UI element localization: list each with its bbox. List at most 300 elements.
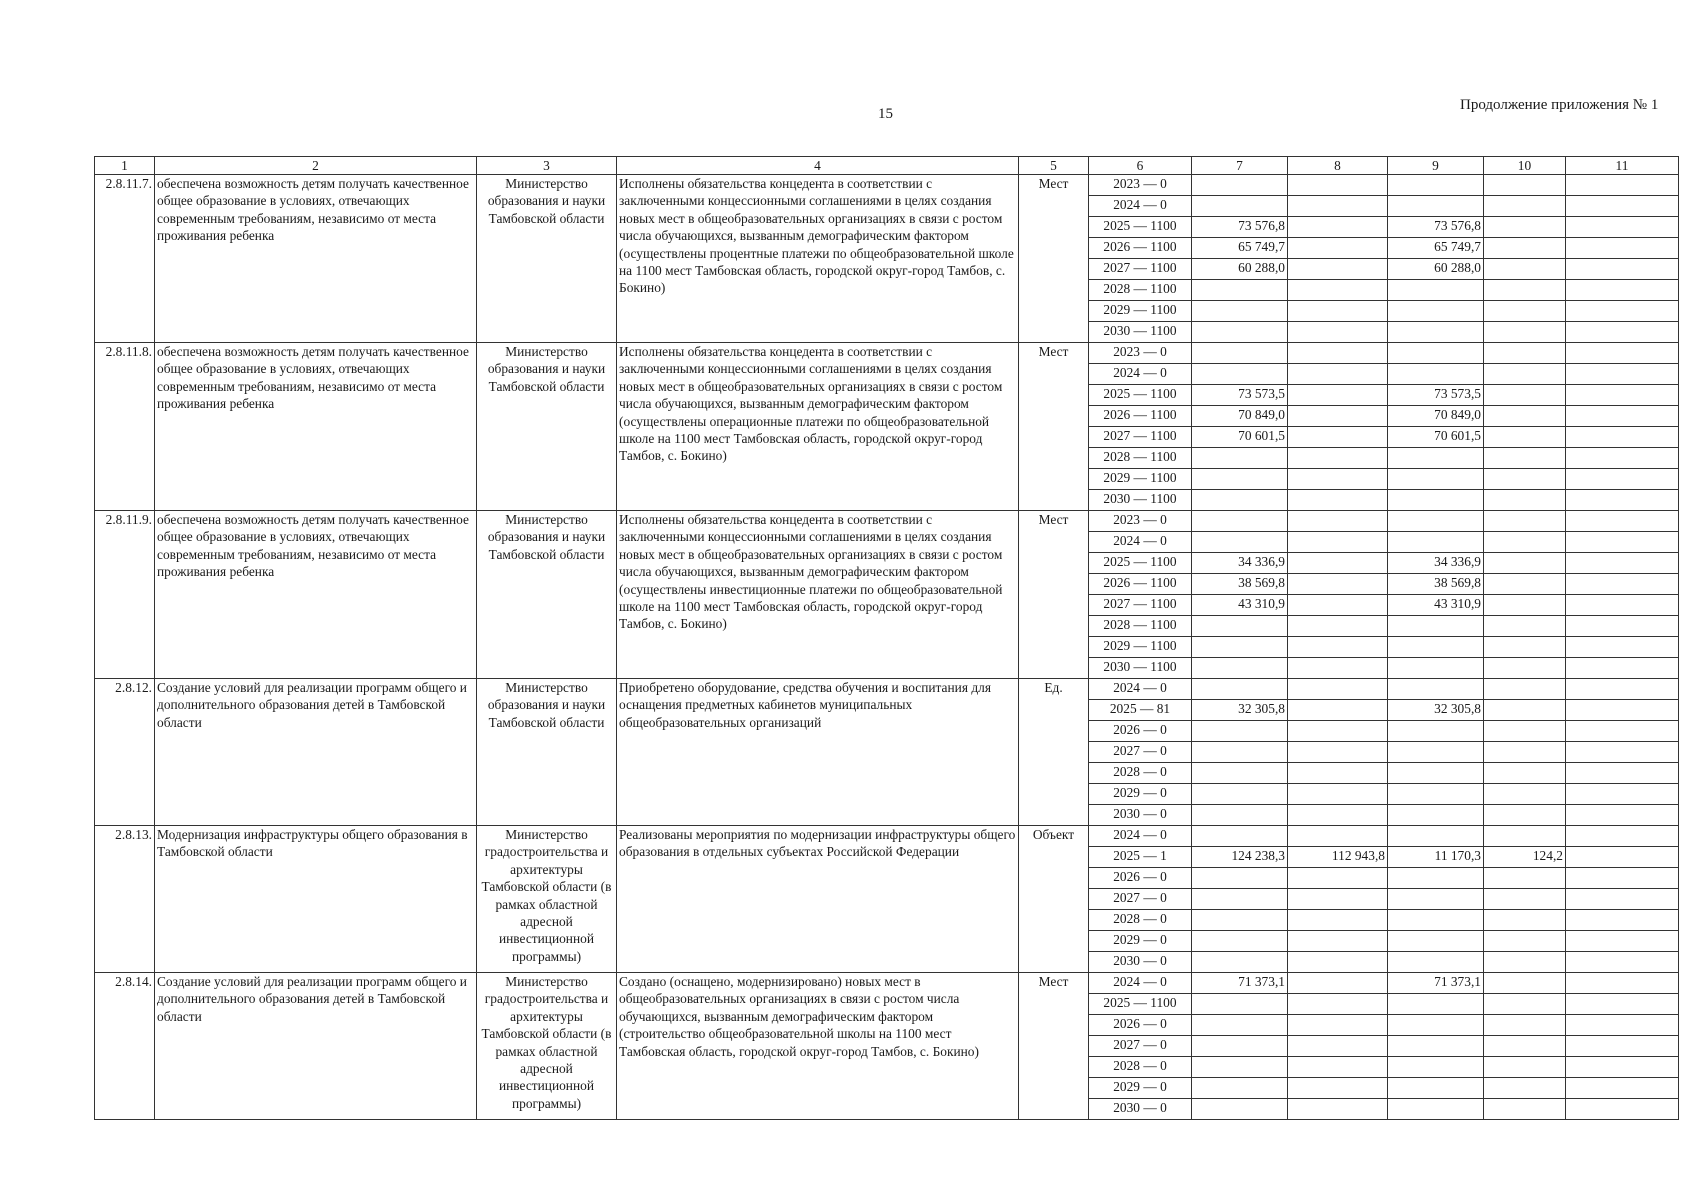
year-value: 2028 — 0 xyxy=(1089,910,1192,931)
unit-of-measure: Мест xyxy=(1019,343,1089,511)
amount-total: 32 305,8 xyxy=(1192,700,1288,721)
table-row xyxy=(95,973,1679,994)
amount-local xyxy=(1484,553,1566,574)
amount-regional xyxy=(1388,805,1484,826)
amount-federal xyxy=(1288,364,1388,385)
column-header: 10 xyxy=(1484,157,1566,175)
amount-local xyxy=(1484,196,1566,217)
amount-total: 124 238,3 xyxy=(1192,847,1288,868)
amount-federal xyxy=(1288,574,1388,595)
amount-federal xyxy=(1288,175,1388,196)
responsible-ministry: Министерство образования и науки Тамбовской области xyxy=(477,175,617,343)
header-row xyxy=(95,157,1679,175)
amount-federal xyxy=(1288,658,1388,679)
year-value: 2029 — 1100 xyxy=(1089,469,1192,490)
amount-regional xyxy=(1388,658,1484,679)
amount-local xyxy=(1484,1099,1566,1120)
amount-local xyxy=(1484,805,1566,826)
year-value: 2030 — 1100 xyxy=(1089,490,1192,511)
item-name: обеспечена возможность детям получать качественное общее образование в условиях, отвечающих современным требованиям, независимо от места проживания ребенка xyxy=(155,343,477,511)
amount-regional xyxy=(1388,994,1484,1015)
amount-total xyxy=(1192,616,1288,637)
amount-local xyxy=(1484,658,1566,679)
item-code: 2.8.11.7. xyxy=(95,175,155,343)
amount-other xyxy=(1566,238,1679,259)
amount-other xyxy=(1566,490,1679,511)
unit-of-measure: Ед. xyxy=(1019,679,1089,826)
amount-regional: 43 310,9 xyxy=(1388,595,1484,616)
amount-local xyxy=(1484,826,1566,847)
amount-other xyxy=(1566,217,1679,238)
amount-local xyxy=(1484,301,1566,322)
amount-local xyxy=(1484,532,1566,553)
appendix-note: Продолжение приложения № 1 xyxy=(1460,97,1659,113)
item-code: 2.8.11.9. xyxy=(95,511,155,679)
year-value: 2025 — 1 xyxy=(1089,847,1192,868)
year-value: 2028 — 0 xyxy=(1089,763,1192,784)
amount-other xyxy=(1566,532,1679,553)
table-row xyxy=(95,175,1679,196)
amount-local xyxy=(1484,721,1566,742)
year-value: 2028 — 1100 xyxy=(1089,280,1192,301)
year-value: 2030 — 0 xyxy=(1089,805,1192,826)
amount-other xyxy=(1566,322,1679,343)
amount-federal xyxy=(1288,259,1388,280)
amount-local xyxy=(1484,448,1566,469)
responsible-ministry: Министерство образования и науки Тамбовской области xyxy=(477,679,617,826)
amount-total: 43 310,9 xyxy=(1192,595,1288,616)
amount-regional xyxy=(1388,364,1484,385)
amount-regional xyxy=(1388,931,1484,952)
amount-total xyxy=(1192,322,1288,343)
unit-of-measure: Мест xyxy=(1019,175,1089,343)
amount-other xyxy=(1566,595,1679,616)
amount-regional: 71 373,1 xyxy=(1388,973,1484,994)
amount-regional xyxy=(1388,343,1484,364)
amount-federal xyxy=(1288,385,1388,406)
amount-local xyxy=(1484,259,1566,280)
expected-result: Исполнены обязательства концедента в соответствии с заключенными концессионными соглашениями в целях создания новых мест в общеобразовательных организациях в связи с ростом числа обучающихся, вызванным демографическим фактором (осуществлены процентные платежи по общеобразовательной школе на 1100 мест Тамбовская область, городской округ-город Тамбов, с. Бокино) xyxy=(617,175,1019,343)
amount-regional xyxy=(1388,1078,1484,1099)
responsible-ministry: Министерство образования и науки Тамбовской области xyxy=(477,343,617,511)
amount-local xyxy=(1484,343,1566,364)
amount-regional xyxy=(1388,679,1484,700)
amount-other xyxy=(1566,280,1679,301)
amount-total xyxy=(1192,343,1288,364)
amount-local xyxy=(1484,931,1566,952)
amount-total xyxy=(1192,952,1288,973)
amount-regional xyxy=(1388,784,1484,805)
amount-total xyxy=(1192,679,1288,700)
amount-local xyxy=(1484,868,1566,889)
year-value: 2024 — 0 xyxy=(1089,973,1192,994)
amount-other xyxy=(1566,721,1679,742)
amount-local xyxy=(1484,217,1566,238)
amount-total: 73 573,5 xyxy=(1192,385,1288,406)
year-value: 2024 — 0 xyxy=(1089,364,1192,385)
amount-federal xyxy=(1288,889,1388,910)
unit-of-measure: Мест xyxy=(1019,511,1089,679)
amount-federal xyxy=(1288,931,1388,952)
table-row xyxy=(95,343,1679,364)
table-row xyxy=(95,679,1679,700)
amount-total xyxy=(1192,910,1288,931)
amount-local xyxy=(1484,511,1566,532)
amount-total xyxy=(1192,742,1288,763)
amount-regional xyxy=(1388,868,1484,889)
amount-total: 70 601,5 xyxy=(1192,427,1288,448)
amount-total xyxy=(1192,637,1288,658)
year-value: 2030 — 1100 xyxy=(1089,322,1192,343)
amount-regional: 38 569,8 xyxy=(1388,574,1484,595)
amount-total xyxy=(1192,1099,1288,1120)
amount-local xyxy=(1484,406,1566,427)
year-value: 2029 — 0 xyxy=(1089,931,1192,952)
amount-total xyxy=(1192,868,1288,889)
amount-other xyxy=(1566,616,1679,637)
amount-regional: 70 601,5 xyxy=(1388,427,1484,448)
expected-result: Создано (оснащено, модернизировано) новых мест в общеобразовательных организациях в связи с ростом числа обучающихся, вызванным демографическим фактором (строительство общеобразовательной школы на 1100 мест Тамбовская область, городской округ-город Тамбов, с. Бокино) xyxy=(617,973,1019,1120)
item-code: 2.8.14. xyxy=(95,973,155,1120)
amount-federal xyxy=(1288,868,1388,889)
year-value: 2030 — 0 xyxy=(1089,1099,1192,1120)
year-value: 2026 — 1100 xyxy=(1089,574,1192,595)
amount-total xyxy=(1192,721,1288,742)
amount-other xyxy=(1566,175,1679,196)
amount-total: 34 336,9 xyxy=(1192,553,1288,574)
amount-total xyxy=(1192,994,1288,1015)
amount-local xyxy=(1484,322,1566,343)
amount-other xyxy=(1566,385,1679,406)
year-value: 2023 — 0 xyxy=(1089,343,1192,364)
amount-total xyxy=(1192,1015,1288,1036)
amount-other xyxy=(1566,448,1679,469)
amount-other xyxy=(1566,973,1679,994)
amount-other xyxy=(1566,868,1679,889)
amount-regional xyxy=(1388,1099,1484,1120)
column-header: 5 xyxy=(1019,157,1089,175)
amount-other xyxy=(1566,343,1679,364)
amount-local xyxy=(1484,238,1566,259)
amount-local xyxy=(1484,763,1566,784)
amount-other xyxy=(1566,910,1679,931)
year-value: 2027 — 0 xyxy=(1089,742,1192,763)
amount-federal xyxy=(1288,679,1388,700)
amount-federal xyxy=(1288,1036,1388,1057)
year-value: 2026 — 1100 xyxy=(1089,238,1192,259)
amount-total xyxy=(1192,889,1288,910)
amount-local xyxy=(1484,637,1566,658)
amount-other xyxy=(1566,427,1679,448)
amount-other xyxy=(1566,301,1679,322)
column-header: 2 xyxy=(155,157,477,175)
amount-regional xyxy=(1388,196,1484,217)
amount-local xyxy=(1484,742,1566,763)
amount-other xyxy=(1566,658,1679,679)
amount-total xyxy=(1192,931,1288,952)
year-value: 2025 — 1100 xyxy=(1089,994,1192,1015)
amount-regional xyxy=(1388,1015,1484,1036)
amount-other xyxy=(1566,406,1679,427)
amount-local: 124,2 xyxy=(1484,847,1566,868)
amount-regional: 73 576,8 xyxy=(1388,217,1484,238)
amount-regional xyxy=(1388,301,1484,322)
amount-local xyxy=(1484,889,1566,910)
item-name: обеспечена возможность детям получать качественное общее образование в условиях, отвечающих современным требованиям, независимо от места проживания ребенка xyxy=(155,175,477,343)
year-value: 2024 — 0 xyxy=(1089,532,1192,553)
amount-local xyxy=(1484,490,1566,511)
item-code: 2.8.11.8. xyxy=(95,343,155,511)
year-value: 2029 — 0 xyxy=(1089,784,1192,805)
amount-federal xyxy=(1288,616,1388,637)
year-value: 2027 — 1100 xyxy=(1089,259,1192,280)
amount-federal xyxy=(1288,784,1388,805)
amount-total xyxy=(1192,196,1288,217)
amount-federal xyxy=(1288,763,1388,784)
year-value: 2026 — 0 xyxy=(1089,868,1192,889)
amount-federal xyxy=(1288,973,1388,994)
year-value: 2025 — 1100 xyxy=(1089,217,1192,238)
amount-regional xyxy=(1388,742,1484,763)
amount-total: 65 749,7 xyxy=(1192,238,1288,259)
year-value: 2027 — 1100 xyxy=(1089,427,1192,448)
amount-other xyxy=(1566,742,1679,763)
amount-local xyxy=(1484,952,1566,973)
column-header: 8 xyxy=(1288,157,1388,175)
year-value: 2029 — 0 xyxy=(1089,1078,1192,1099)
amount-regional xyxy=(1388,175,1484,196)
amount-federal xyxy=(1288,322,1388,343)
amount-other xyxy=(1566,805,1679,826)
expected-result: Реализованы мероприятия по модернизации инфраструктуры общего образования в отдельных субъектах Российской Федерации xyxy=(617,826,1019,973)
expected-result: Исполнены обязательства концедента в соответствии с заключенными концессионными соглашениями в целях создания новых мест в общеобразовательных организациях в связи с ростом числа обучающихся, вызванным демографическим фактором (осуществлены инвестиционные платежи по общеобразовательной школе на 1100 мест Тамбовская область, городской округ-город Тамбов, с. Бокино) xyxy=(617,511,1019,679)
amount-other xyxy=(1566,1099,1679,1120)
amount-total: 60 288,0 xyxy=(1192,259,1288,280)
amount-local xyxy=(1484,280,1566,301)
table-body xyxy=(95,157,1679,1120)
year-value: 2023 — 0 xyxy=(1089,175,1192,196)
amount-federal xyxy=(1288,511,1388,532)
amount-local xyxy=(1484,385,1566,406)
expected-result: Приобретено оборудование, средства обучения и воспитания для оснащения предметных кабинетов муниципальных общеобразовательных организаций xyxy=(617,679,1019,826)
amount-total xyxy=(1192,511,1288,532)
amount-federal xyxy=(1288,1015,1388,1036)
amount-federal xyxy=(1288,217,1388,238)
amount-regional xyxy=(1388,1057,1484,1078)
amount-regional xyxy=(1388,616,1484,637)
amount-regional: 32 305,8 xyxy=(1388,700,1484,721)
year-value: 2024 — 0 xyxy=(1089,679,1192,700)
amount-regional xyxy=(1388,280,1484,301)
amount-total xyxy=(1192,1078,1288,1099)
year-value: 2025 — 81 xyxy=(1089,700,1192,721)
amount-local xyxy=(1484,616,1566,637)
amount-total xyxy=(1192,469,1288,490)
amount-total xyxy=(1192,1036,1288,1057)
year-value: 2024 — 0 xyxy=(1089,196,1192,217)
amount-federal xyxy=(1288,637,1388,658)
amount-federal xyxy=(1288,595,1388,616)
unit-of-measure: Мест xyxy=(1019,973,1089,1120)
amount-other xyxy=(1566,889,1679,910)
item-name: Создание условий для реализации программ общего и дополнительного образования детей в Тамбовской области xyxy=(155,973,477,1120)
amount-local xyxy=(1484,1078,1566,1099)
amount-local xyxy=(1484,1015,1566,1036)
amount-federal xyxy=(1288,427,1388,448)
amount-federal xyxy=(1288,1099,1388,1120)
amount-total xyxy=(1192,784,1288,805)
amount-local xyxy=(1484,910,1566,931)
column-header: 6 xyxy=(1089,157,1192,175)
year-value: 2024 — 0 xyxy=(1089,826,1192,847)
amount-federal xyxy=(1288,343,1388,364)
amount-total xyxy=(1192,280,1288,301)
amount-local xyxy=(1484,679,1566,700)
year-value: 2025 — 1100 xyxy=(1089,385,1192,406)
item-code: 2.8.12. xyxy=(95,679,155,826)
amount-other xyxy=(1566,1015,1679,1036)
page-number: 15 xyxy=(878,106,893,122)
amount-regional xyxy=(1388,952,1484,973)
amount-total xyxy=(1192,490,1288,511)
table-row xyxy=(95,826,1679,847)
year-value: 2027 — 0 xyxy=(1089,889,1192,910)
amount-local xyxy=(1484,427,1566,448)
amount-local xyxy=(1484,784,1566,805)
amount-other xyxy=(1566,763,1679,784)
amount-regional: 73 573,5 xyxy=(1388,385,1484,406)
amount-federal xyxy=(1288,448,1388,469)
year-value: 2026 — 0 xyxy=(1089,1015,1192,1036)
year-value: 2027 — 1100 xyxy=(1089,595,1192,616)
year-value: 2026 — 1100 xyxy=(1089,406,1192,427)
amount-total xyxy=(1192,448,1288,469)
amount-other xyxy=(1566,784,1679,805)
amount-federal xyxy=(1288,700,1388,721)
amount-local xyxy=(1484,973,1566,994)
amount-regional: 60 288,0 xyxy=(1388,259,1484,280)
amount-regional xyxy=(1388,826,1484,847)
amount-regional xyxy=(1388,637,1484,658)
amount-total xyxy=(1192,763,1288,784)
amount-regional xyxy=(1388,721,1484,742)
amount-other xyxy=(1566,952,1679,973)
amount-other xyxy=(1566,511,1679,532)
year-value: 2025 — 1100 xyxy=(1089,553,1192,574)
amount-total: 73 576,8 xyxy=(1192,217,1288,238)
amount-federal xyxy=(1288,721,1388,742)
amount-total xyxy=(1192,175,1288,196)
amount-total: 71 373,1 xyxy=(1192,973,1288,994)
amount-local xyxy=(1484,175,1566,196)
amount-federal xyxy=(1288,805,1388,826)
amount-other xyxy=(1566,994,1679,1015)
unit-of-measure: Объект xyxy=(1019,826,1089,973)
amount-total xyxy=(1192,805,1288,826)
year-value: 2029 — 1100 xyxy=(1089,637,1192,658)
amount-local xyxy=(1484,1036,1566,1057)
amount-federal xyxy=(1288,1057,1388,1078)
responsible-ministry: Министерство градостроительства и архитектуры Тамбовской области (в рамках областной адресной инвестиционной программы) xyxy=(477,973,617,1120)
item-name: Создание условий для реализации программ общего и дополнительного образования детей в Тамбовской области xyxy=(155,679,477,826)
amount-federal xyxy=(1288,532,1388,553)
amount-regional xyxy=(1388,532,1484,553)
amount-federal xyxy=(1288,490,1388,511)
amount-federal xyxy=(1288,238,1388,259)
amount-total: 70 849,0 xyxy=(1192,406,1288,427)
column-header: 11 xyxy=(1566,157,1679,175)
expected-result: Исполнены обязательства концедента в соответствии с заключенными концессионными соглашениями в целях создания новых мест в общеобразовательных организациях в связи с ростом числа обучающихся, вызванным демографическим фактором (осуществлены операционные платежи по общеобразовательной школе на 1100 мест Тамбовская область, городской округ-город Тамбов, с. Бокино) xyxy=(617,343,1019,511)
amount-federal xyxy=(1288,469,1388,490)
responsible-ministry: Министерство образования и науки Тамбовской области xyxy=(477,511,617,679)
table-row xyxy=(95,511,1679,532)
amount-regional xyxy=(1388,511,1484,532)
item-code: 2.8.13. xyxy=(95,826,155,973)
amount-federal xyxy=(1288,952,1388,973)
year-value: 2030 — 0 xyxy=(1089,952,1192,973)
amount-other xyxy=(1566,364,1679,385)
amount-total xyxy=(1192,364,1288,385)
amount-local xyxy=(1484,574,1566,595)
year-value: 2023 — 0 xyxy=(1089,511,1192,532)
column-header: 7 xyxy=(1192,157,1288,175)
amount-total xyxy=(1192,826,1288,847)
amount-federal xyxy=(1288,301,1388,322)
amount-regional xyxy=(1388,763,1484,784)
amount-federal: 112 943,8 xyxy=(1288,847,1388,868)
year-value: 2028 — 1100 xyxy=(1089,616,1192,637)
amount-regional: 70 849,0 xyxy=(1388,406,1484,427)
year-value: 2028 — 1100 xyxy=(1089,448,1192,469)
amount-local xyxy=(1484,595,1566,616)
amount-regional xyxy=(1388,448,1484,469)
amount-total xyxy=(1192,1057,1288,1078)
amount-total: 38 569,8 xyxy=(1192,574,1288,595)
item-name: обеспечена возможность детям получать качественное общее образование в условиях, отвечающих современным требованиям, независимо от места проживания ребенка xyxy=(155,511,477,679)
amount-other xyxy=(1566,196,1679,217)
amount-total xyxy=(1192,301,1288,322)
amount-regional: 65 749,7 xyxy=(1388,238,1484,259)
amount-federal xyxy=(1288,553,1388,574)
amount-total xyxy=(1192,658,1288,679)
amount-other xyxy=(1566,259,1679,280)
amount-other xyxy=(1566,679,1679,700)
amount-other xyxy=(1566,1078,1679,1099)
amount-local xyxy=(1484,469,1566,490)
amount-regional xyxy=(1388,490,1484,511)
program-table xyxy=(94,156,1679,1120)
year-value: 2028 — 0 xyxy=(1089,1057,1192,1078)
amount-other xyxy=(1566,700,1679,721)
amount-regional xyxy=(1388,910,1484,931)
amount-federal xyxy=(1288,994,1388,1015)
column-header: 4 xyxy=(617,157,1019,175)
amount-other xyxy=(1566,469,1679,490)
amount-regional xyxy=(1388,889,1484,910)
amount-federal xyxy=(1288,1078,1388,1099)
amount-federal xyxy=(1288,280,1388,301)
amount-regional xyxy=(1388,322,1484,343)
year-value: 2027 — 0 xyxy=(1089,1036,1192,1057)
amount-other xyxy=(1566,574,1679,595)
amount-federal xyxy=(1288,196,1388,217)
year-value: 2029 — 1100 xyxy=(1089,301,1192,322)
amount-regional xyxy=(1388,469,1484,490)
amount-federal xyxy=(1288,406,1388,427)
amount-other xyxy=(1566,847,1679,868)
amount-local xyxy=(1484,364,1566,385)
amount-federal xyxy=(1288,742,1388,763)
